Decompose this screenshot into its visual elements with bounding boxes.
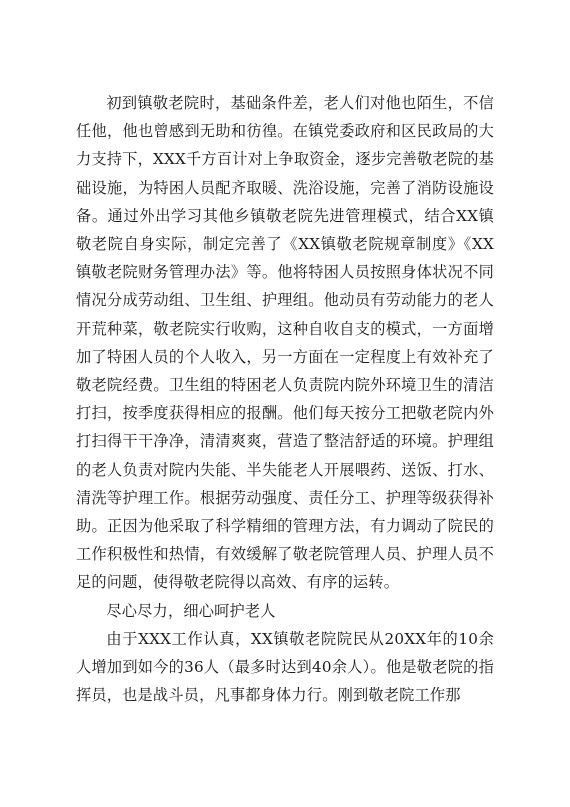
document-body: [76, 89, 494, 709]
section-heading: 尽心尽力，细心呵护老人: [106, 601, 276, 620]
paragraph-management: 初到镇敬老院时，基础条件差，老人们对他也陌生，不信任他，他也曾感到无助和彷徨。在镇党委政府和区民政局的大力支持下，XXX千方百计对上争取资金，逐步完善敬老院的基础设施，为特困人员配齐取暖、洗浴设施，完善了消防设施设备。通过外出学习其他乡镇敬老院先进管理模式，结合XX镇敬老院自身实际，制定完善了《XX镇敬老院规章制度》《XX镇敬老院财务管理办法》等。他将特困人员按照身体状况不同情况分成劳动组、卫生组、护理组。他动员有劳动能力的老人开荒种菜，敬老院实行收购，这种自收自支的模式，一方面增加了特困人员的个人收入，另一方面在一定程度上有效补充了敬老院经费。卫生组的特困老人负责院内院外环境卫生的清洁打扫，按季度获得相应的报酬。他们每天按分工把敬老院内外打扫得干干净净，清清爽爽，营造了整洁舒适的环境。护理组的老人负责对院内失能、半失能老人开展喂药、送饭、打水、清洗等护理工作。根据劳动强度、责任分工、护理等级获得补助。正因为他采取了科学精细的管理方法，有力调动了院民的工作积极性和热情，有效缓解了敬老院管理人员、护理人员不足的问题，使得敬老院得以高效、有序的运转。: [76, 94, 494, 592]
paragraph-care: 由于XXX工作认真，XX镇敬老院院民从20XX年的10余人增加到如今的36人（最多时达到40余人）。他是敬老院的指挥员，也是战斗员，凡事都身体力行。刚到敬老院工作那: [76, 629, 494, 705]
